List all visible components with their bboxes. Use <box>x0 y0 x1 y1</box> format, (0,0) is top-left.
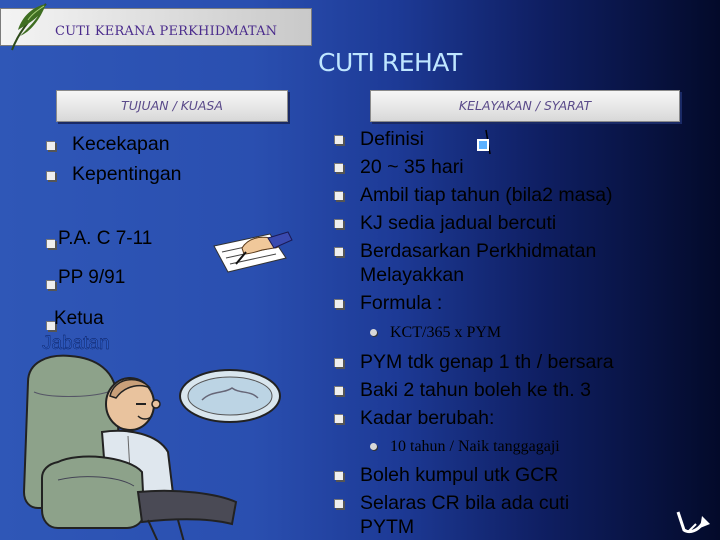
left-item-kepentingan: Kepentingan <box>72 163 182 185</box>
bullet-icon <box>46 239 55 248</box>
tujuan-box: TUJUAN / KUASA <box>56 90 288 122</box>
right-item-kj: KJ sedia jadual bercuti <box>360 212 557 234</box>
sub-bullet-icon <box>370 329 377 336</box>
right-item-pym: PYM tdk genap 1 th / bersara <box>360 351 614 373</box>
right-item-kadar: Kadar berubah: <box>360 407 495 429</box>
right-item-baki: Baki 2 tahun boleh ke th. 3 <box>360 379 591 401</box>
bullet-icon <box>334 163 343 172</box>
quill-pen-icon <box>4 0 52 52</box>
bullet-icon <box>334 499 343 508</box>
right-item-ambil: Ambil tiap tahun (bila2 masa) <box>360 184 613 206</box>
bullet-icon <box>46 141 55 150</box>
right-item-formula: Formula : <box>360 292 443 314</box>
bullet-icon <box>334 247 343 256</box>
kelayakan-box: KELAYAKAN / SYARAT <box>370 90 680 122</box>
right-item-boleh: Boleh kumpul utk GCR <box>360 464 559 486</box>
airplane-seat-traveler-illustration <box>18 352 288 540</box>
mouse-cursor-icon <box>474 128 496 158</box>
right-item-selaras: Selaras CR bila ada cuti <box>360 492 570 514</box>
hand-writing-icon <box>208 228 294 274</box>
bullet-icon <box>334 299 343 308</box>
ref-pp: PP 9/91 <box>58 267 126 288</box>
rate-note-text: 10 tahun / Naik tanggagaji <box>390 438 560 455</box>
bullet-icon <box>334 471 343 480</box>
page-title: CUTI REHAT <box>318 48 462 77</box>
formula-text: KCT/365 x PYM <box>390 324 502 341</box>
bullet-icon <box>334 386 343 395</box>
right-item-berdasarkan: Berdasarkan Perkhidmatan <box>360 240 597 262</box>
bullet-icon <box>334 191 343 200</box>
ref-ketua: Ketua <box>54 308 104 329</box>
ref-pa: P.A. C 7-11 <box>58 228 153 249</box>
sub-bullet-icon <box>370 443 377 450</box>
banner-text: CUTI KERANA PERKHIDMATAN <box>55 24 278 39</box>
bullet-icon <box>46 280 55 289</box>
left-item-kecekapan: Kecekapan <box>72 133 170 155</box>
bullet-icon <box>46 171 55 180</box>
next-slide-icon[interactable] <box>674 508 714 538</box>
bullet-icon <box>334 135 343 144</box>
right-item-hari: 20 ~ 35 hari <box>360 156 464 178</box>
bullet-icon <box>334 219 343 228</box>
ref-jabatan: Jabatan <box>42 333 110 354</box>
bullet-icon <box>334 358 343 367</box>
right-item-melayakkan: Melayakkan <box>360 264 465 286</box>
right-item-definisi: Definisi <box>360 128 424 150</box>
bullet-icon <box>334 414 343 423</box>
right-item-pytm: PYTM <box>360 516 415 538</box>
